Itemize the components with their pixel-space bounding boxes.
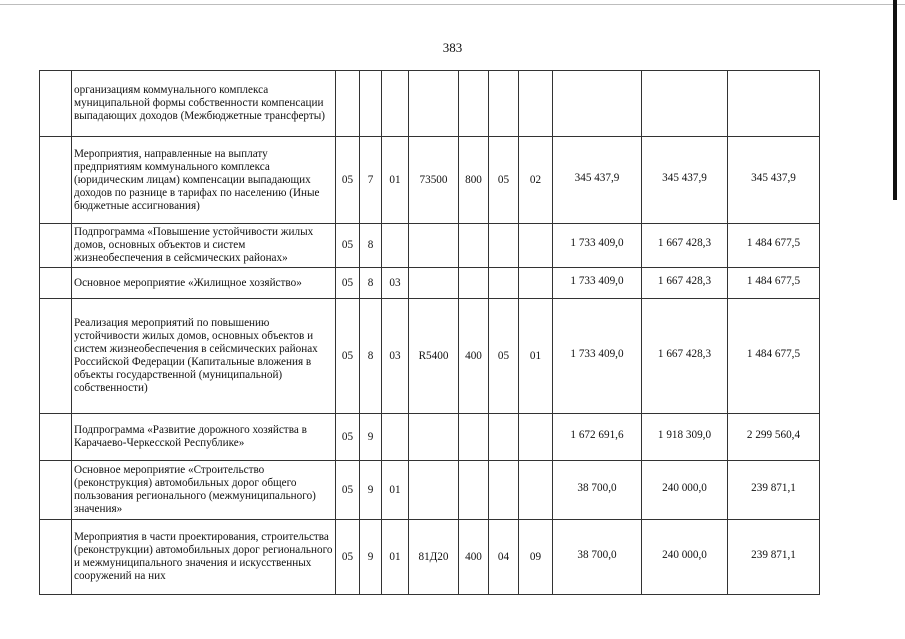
direction-code — [409, 461, 459, 520]
amount-year-1 — [553, 299, 642, 414]
amount-year-1-value: 1 672 691,6 — [570, 428, 624, 441]
subsection-code — [519, 461, 553, 520]
measure-code: 03 — [382, 299, 409, 414]
row-name: организациям коммунального комплекса муниципальной формы собственности компенсации выпадающих доходов (Межбюджетные трансферты) — [72, 71, 336, 137]
subprogram-code — [360, 71, 382, 137]
row-number-cell — [40, 224, 72, 268]
subprogram-code: 8 — [360, 268, 382, 299]
measure-code — [382, 71, 409, 137]
amount-year-3-value: 239 871,1 — [751, 548, 796, 561]
amount-year-2 — [642, 299, 728, 414]
gp-code: 05 — [336, 299, 360, 414]
row-number-cell — [40, 461, 72, 520]
subprogram-code: 9 — [360, 414, 382, 461]
amount-year-3-value: 239 871,1 — [751, 481, 796, 494]
subprogram-code: 9 — [360, 461, 382, 520]
subsection-code: 01 — [519, 299, 553, 414]
expense-type-code — [459, 224, 489, 268]
amount-year-1-value: 345 437,9 — [574, 171, 620, 184]
amount-year-2 — [642, 520, 728, 595]
direction-code: 81Д20 — [409, 520, 459, 595]
amount-year-2-value: 1 918 309,0 — [657, 428, 712, 441]
amount-year-1-value: 1 733 409,0 — [570, 237, 624, 249]
amount-year-1 — [553, 224, 642, 268]
amount-year-2-value: 240 000,0 — [662, 548, 707, 561]
gp-code — [336, 71, 360, 137]
table-row — [40, 414, 820, 461]
expense-type-code: 400 — [459, 299, 489, 414]
gp-code: 05 — [336, 137, 360, 224]
measure-code: 01 — [382, 461, 409, 520]
row-number-cell — [40, 299, 72, 414]
amount-year-3 — [728, 414, 820, 461]
amount-year-2 — [642, 71, 728, 137]
table-row — [40, 520, 820, 595]
amount-year-3-value: 1 484 677,5 — [746, 347, 801, 360]
amount-year-1-value: 1 733 409,0 — [570, 274, 624, 287]
measure-code: 01 — [382, 137, 409, 224]
expense-type-code — [459, 461, 489, 520]
expense-type-code — [459, 414, 489, 461]
amount-year-2-value: 1 667 428,3 — [657, 237, 712, 249]
page-top-rule — [0, 4, 905, 5]
amount-year-1 — [553, 461, 642, 520]
amount-year-3 — [728, 71, 820, 137]
amount-year-2 — [642, 268, 728, 299]
subsection-code: 09 — [519, 520, 553, 595]
subsection-code — [519, 268, 553, 299]
subprogram-code: 7 — [360, 137, 382, 224]
row-number-cell — [40, 268, 72, 299]
amount-year-3 — [728, 137, 820, 224]
measure-code — [382, 414, 409, 461]
gp-code: 05 — [336, 461, 360, 520]
gp-code: 05 — [336, 414, 360, 461]
measure-code: 03 — [382, 268, 409, 299]
page-number: 383 — [442, 40, 463, 55]
amount-year-1-value: 38 700,0 — [577, 481, 617, 494]
measure-code — [382, 224, 409, 268]
table-row — [40, 224, 820, 268]
direction-code — [409, 268, 459, 299]
section-code — [489, 414, 519, 461]
row-name: Основное мероприятие «Строительство (реконструкция) автомобильных дорог общего пользования регионального (межмуниципального) значения» — [72, 461, 336, 520]
row-name: Основное мероприятие «Жилищное хозяйство» — [72, 268, 336, 299]
section-code — [489, 71, 519, 137]
amount-year-1 — [553, 520, 642, 595]
amount-year-1 — [553, 71, 642, 137]
amount-year-2 — [642, 224, 728, 268]
amount-year-3 — [728, 268, 820, 299]
expense-type-code — [459, 71, 489, 137]
amount-year-2-value: 1 667 428,3 — [657, 274, 712, 287]
subsection-code — [519, 224, 553, 268]
row-name: Мероприятия, направленные на выплату предприятиям коммунального комплекса (юридическим лицам) компенсации выпадающих доходов по разнице в тарифах по населению (Иные бюджетные ассигнования) — [72, 137, 336, 224]
amount-year-3 — [728, 299, 820, 414]
subprogram-code: 9 — [360, 520, 382, 595]
subprogram-code: 8 — [360, 299, 382, 414]
section-code: 04 — [489, 520, 519, 595]
table-row — [40, 71, 820, 137]
amount-year-1 — [553, 137, 642, 224]
amount-year-1-value: 1 733 409,0 — [570, 347, 624, 360]
section-code: 05 — [489, 299, 519, 414]
gp-code: 05 — [336, 268, 360, 299]
expense-type-code: 400 — [459, 520, 489, 595]
gp-code: 05 — [336, 224, 360, 268]
amount-year-3-value: 1 484 677,5 — [746, 274, 801, 287]
amount-year-2 — [642, 414, 728, 461]
direction-code: R5400 — [409, 299, 459, 414]
table-row — [40, 299, 820, 414]
row-number-cell — [40, 520, 72, 595]
row-name: Подпрограмма «Развитие дорожного хозяйства в Карачаево-Черкесской Республике» — [72, 414, 336, 461]
subsection-code — [519, 71, 553, 137]
budget-table — [39, 70, 820, 595]
scan-edge-bar — [893, 0, 897, 200]
table-row — [40, 268, 820, 299]
table-row — [40, 461, 820, 520]
amount-year-2-value: 345 437,9 — [662, 171, 707, 184]
row-number-cell — [40, 137, 72, 224]
row-number-cell — [40, 71, 72, 137]
direction-code — [409, 414, 459, 461]
direction-code — [409, 224, 459, 268]
amount-year-2 — [642, 461, 728, 520]
amount-year-3-value: 2 299 560,4 — [746, 428, 801, 441]
amount-year-3 — [728, 520, 820, 595]
amount-year-1-value: 38 700,0 — [577, 548, 617, 561]
amount-year-2 — [642, 137, 728, 224]
amount-year-3 — [728, 224, 820, 268]
amount-year-1 — [553, 268, 642, 299]
amount-year-1 — [553, 414, 642, 461]
amount-year-3 — [728, 461, 820, 520]
expense-type-code — [459, 268, 489, 299]
table-row — [40, 137, 820, 224]
amount-year-2-value: 1 667 428,3 — [657, 347, 712, 360]
expense-type-code: 800 — [459, 137, 489, 224]
measure-code: 01 — [382, 520, 409, 595]
section-code — [489, 224, 519, 268]
direction-code: 73500 — [409, 137, 459, 224]
subsection-code: 02 — [519, 137, 553, 224]
section-code — [489, 461, 519, 520]
section-code — [489, 268, 519, 299]
row-name: Мероприятия в части проектирования, строительства (реконструкции) автомобильных дорог регионального и межмуниципального значения и искусственных сооружений на них — [72, 520, 336, 595]
direction-code — [409, 71, 459, 137]
amount-year-3-value: 1 484 677,5 — [746, 237, 801, 249]
row-number-cell — [40, 414, 72, 461]
amount-year-3-value: 345 437,9 — [751, 171, 796, 184]
subsection-code — [519, 414, 553, 461]
gp-code: 05 — [336, 520, 360, 595]
row-name: Подпрограмма «Повышение устойчивости жилых домов, основных объектов и систем жизнеобеспечения в сейсмических районах» — [72, 224, 336, 268]
row-name: Реализация мероприятий по повышению устойчивости жилых домов, основных объектов и систем жизнеобеспечения в сейсмических районах Российской Федерации (Капитальные вложения в объекты государственной (муниципальной) собственности) — [72, 299, 336, 414]
amount-year-2-value: 240 000,0 — [662, 481, 707, 494]
subprogram-code: 8 — [360, 224, 382, 268]
section-code: 05 — [489, 137, 519, 224]
